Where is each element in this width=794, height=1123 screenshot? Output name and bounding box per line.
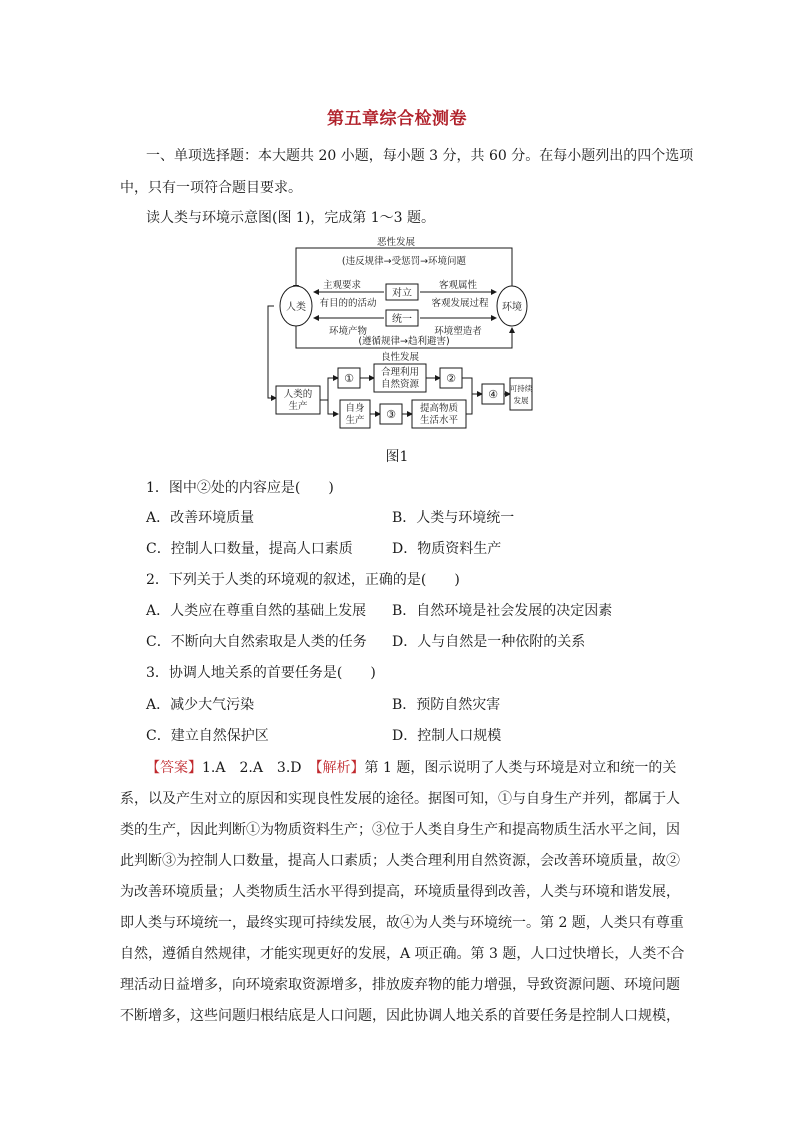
label-circle-3: ③	[386, 408, 396, 421]
label-sustain-1: 可持续	[509, 384, 533, 393]
label-self-2: 生产	[345, 415, 365, 426]
label-purposeful-activity: 有目的的活动	[319, 298, 377, 309]
analysis-tag: 【解析】	[315, 760, 365, 776]
q1-option-d: D．物质资料生产	[392, 541, 502, 557]
label-top-chain: (违反规律→受惩罚→环境问题	[341, 256, 467, 267]
label-rational-2: 自然资源	[380, 379, 420, 390]
analysis-line: 此判断③为控制人口数量，提高人口素质；人类合理利用自然资源，会改善环境质量，故②	[120, 853, 680, 869]
label-unity: 统一	[392, 314, 412, 325]
label-sustain-2: 发展	[513, 396, 529, 405]
label-human: 人类	[286, 302, 306, 313]
label-environment-product: 环境产物	[328, 326, 368, 337]
label-bad-development: 恶性发展	[376, 237, 416, 248]
reading-instruction: 读人类与环境示意图(图 1)，完成第 1～3 题。	[146, 210, 435, 226]
intro-line-2: 中，只有一项符合题目要求。	[120, 180, 302, 196]
q1-option-b: B．人类与环境统一	[392, 510, 515, 526]
label-human-production-1: 人类的	[283, 389, 313, 400]
question-3-stem: 3．协调人地关系的首要任务是( )	[146, 665, 376, 681]
label-environment-shaper: 环境塑造者	[434, 326, 482, 337]
label-opposition: 对立	[392, 288, 412, 299]
human-environment-diagram	[262, 234, 534, 440]
q3-option-b: B．预防自然灾害	[392, 697, 501, 713]
q3-option-a: A．减少大气污染	[146, 697, 255, 713]
label-circle-2: ②	[446, 372, 456, 385]
label-good-development: 良性发展	[380, 352, 420, 363]
label-circle-1: ①	[344, 372, 354, 385]
q2-option-d: D．人与自然是一种依附的关系	[392, 634, 586, 650]
sustainable-box	[510, 378, 532, 410]
analysis-line: 理活动日益增多，向环境索取资源增多，排放废弃物的能力增强，导致资源问题、环境问题	[120, 977, 680, 993]
q3-option-c: C．建立自然保护区	[146, 728, 269, 744]
label-objective-development: 客观发展过程	[431, 298, 489, 309]
q3-option-d: D．控制人口规模	[392, 728, 502, 744]
question-1-stem: 1．图中②处的内容应是( )	[146, 480, 334, 496]
answer-tag: 【答案】	[146, 760, 202, 776]
intro-line-1: 一、单项选择题：本大题共 20 小题，每小题 3 分，共 60 分。在每小题列出的四个选项	[146, 148, 694, 164]
label-subjective-requirement: 主观要求	[322, 280, 362, 291]
q2-option-a: A．人类应在尊重自然的基础上发展	[146, 603, 367, 619]
q1-option-a: A．改善环境质量	[146, 510, 255, 526]
analysis-line: 自然，遵循自然规律，才能实现更好的发展，A 项正确。第 3 题，人口过快增长，人类不合	[120, 946, 685, 962]
q1-option-c: C．控制人口数量，提高人口素质	[146, 541, 353, 557]
analysis-line: 不断增多，这些问题归根结底是人口问题，因此协调人地关系的首要任务是控制人口规模，	[120, 1008, 680, 1024]
label-raise-1: 提高物质	[419, 403, 459, 414]
label-objective-attribute: 客观属性	[438, 280, 478, 291]
label-raise-2: 生活水平	[419, 415, 459, 426]
analysis-line: 即人类与环境统一，最终实现可持续发展，故④为人类与环境统一。第 2 题，人类只有尊重	[120, 915, 684, 931]
analysis-line: 系，以及产生对立的原因和实现良性发展的途径。据图可知，①与自身生产并列，都属于人	[120, 791, 680, 807]
analysis-line: 为改善环境质量；人类物质生活水平得到提高，环境质量得到改善，人类与环境和谐发展，	[120, 884, 680, 900]
q2-option-b: B．自然环境是社会发展的决定因素	[392, 603, 613, 619]
label-human-production-2: 生产	[288, 401, 308, 412]
figure-caption: 图1	[385, 449, 409, 465]
answer-key: 1.A 2.A 3.D	[202, 760, 302, 776]
answer-first-line	[146, 758, 676, 778]
page-title: 第五章综合检测卷	[327, 109, 467, 129]
q2-option-c: C．不断向大自然索取是人类的任务	[146, 634, 367, 650]
question-2-stem: 2．下列关于人类的环境观的叙述，正确的是( )	[146, 572, 460, 588]
label-circle-4: ④	[488, 388, 498, 401]
label-self-1: 自身	[345, 403, 365, 414]
label-bottom-chain: (遵循规律→趋利避害)	[358, 336, 450, 347]
label-environment: 环境	[502, 302, 522, 313]
analysis-line: 类的生产，因此判断①为物质资料生产；③位于人类自身生产和提高物质生活水平之间，因	[120, 822, 680, 838]
analysis-line-1: 第 1 题，图示说明了人类与环境是对立和统一的关	[364, 760, 677, 776]
label-rational-1: 合理利用	[380, 367, 420, 378]
